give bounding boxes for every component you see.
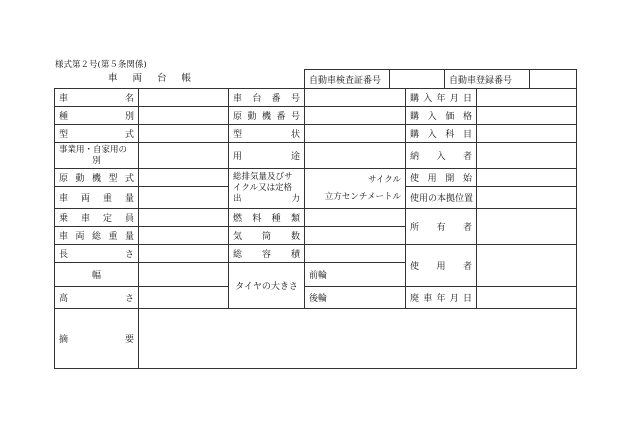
front-wheel-label: 前輪 — [309, 271, 328, 281]
total-volume-value[interactable] — [305, 245, 406, 263]
displacement-label-line1: 総排気量及びサ — [233, 172, 293, 182]
rear-wheel-label: 後輪 — [309, 294, 328, 304]
registration-number-table — [304, 69, 577, 89]
scrap-date-value[interactable] — [477, 287, 577, 309]
remarks-label: 摘 要 — [55, 309, 139, 369]
payer-value[interactable] — [477, 143, 577, 169]
gross-weight-label: 車 両 総 重 量 — [55, 227, 139, 245]
business-private-label-line2: 別 — [92, 155, 101, 166]
height-value[interactable] — [139, 287, 229, 309]
scrap-date-label: 廃 車 年 月 日 — [406, 287, 477, 309]
purchase-date-value[interactable] — [477, 89, 577, 107]
business-private-label — [55, 143, 139, 169]
model-label: 型 式 — [55, 125, 139, 143]
purchase-account-label: 購 入 科 目 — [406, 125, 477, 143]
cc-unit: 立方センチメートル — [324, 191, 401, 202]
displacement-label — [229, 169, 305, 209]
vehicle-name-label: 車 名 — [55, 89, 139, 107]
cylinders-value[interactable] — [305, 227, 406, 245]
tire-size-label: タイヤの大きさ — [229, 263, 305, 309]
gross-weight-value[interactable] — [139, 227, 229, 245]
length-value[interactable] — [139, 245, 229, 263]
business-private-label-line1: 事業用・自家用の — [59, 144, 128, 155]
engine-number-label: 原 動 機 番 号 — [229, 107, 305, 125]
registration-number-value[interactable] — [530, 70, 577, 89]
inspection-cert-value[interactable] — [390, 70, 445, 89]
type-label: 種 別 — [55, 107, 139, 125]
length-label: 長 さ — [55, 245, 139, 263]
vehicle-name-value[interactable] — [139, 89, 229, 107]
cylinders-label: 気 筒 数 — [229, 227, 305, 245]
start-of-use-label: 使 用 開 始 — [406, 169, 477, 187]
chassis-number-value[interactable] — [305, 89, 406, 107]
displacement-label-line3: 出 力 — [233, 194, 300, 204]
type-value[interactable] — [139, 107, 229, 125]
base-location-label: 使用の本拠位置 — [406, 187, 477, 209]
vehicle-weight-label: 車 両 重 量 — [55, 187, 139, 209]
purchase-account-value[interactable] — [477, 125, 577, 143]
engine-model-label: 原 動 機 型 式 — [55, 169, 139, 187]
engine-model-value[interactable] — [139, 169, 229, 187]
displacement-label-line2: イクル又は定格 — [233, 183, 293, 193]
width-label: 幅 — [55, 263, 139, 287]
fuel-type-label: 燃 料 種 類 — [229, 209, 305, 227]
remarks-value[interactable] — [139, 309, 577, 369]
engine-number-value[interactable] — [305, 107, 406, 125]
capacity-value[interactable] — [139, 209, 229, 227]
form-number: 様式第２号(第５条関係) — [55, 60, 147, 70]
start-of-use-value[interactable] — [477, 169, 577, 187]
vehicle-ledger-table — [54, 88, 577, 369]
usage-label: 用 途 — [229, 143, 305, 169]
business-private-value[interactable] — [139, 143, 229, 169]
usage-value[interactable] — [305, 143, 406, 169]
page-title: 車 両 台 帳 — [107, 73, 198, 84]
inspection-cert-label: 自動車検査証番号 — [305, 70, 390, 89]
vehicle-weight-value[interactable] — [139, 187, 229, 209]
displacement-value[interactable] — [305, 169, 406, 209]
front-wheel-cell[interactable] — [305, 263, 406, 287]
model-value[interactable] — [139, 125, 229, 143]
shape-label: 型 状 — [229, 125, 305, 143]
width-value[interactable] — [139, 263, 229, 287]
user-label: 使 用 者 — [406, 245, 477, 287]
capacity-label: 乗 車 定 員 — [55, 209, 139, 227]
payer-label: 納 入 者 — [406, 143, 477, 169]
user-value[interactable] — [477, 245, 577, 287]
base-location-value[interactable] — [477, 187, 577, 209]
cycle-unit: サイクル — [368, 174, 401, 185]
purchase-price-label: 購 入 価 格 — [406, 107, 477, 125]
shape-value[interactable] — [305, 125, 406, 143]
rear-wheel-cell[interactable] — [305, 287, 406, 309]
chassis-number-label: 車 台 番 号 — [229, 89, 305, 107]
fuel-type-value[interactable] — [305, 209, 406, 227]
purchase-date-label: 購 入 年 月 日 — [406, 89, 477, 107]
height-label: 高 さ — [55, 287, 139, 309]
purchase-price-value[interactable] — [477, 107, 577, 125]
owner-label: 所 有 者 — [406, 209, 477, 245]
owner-value[interactable] — [477, 209, 577, 245]
total-volume-label: 総 容 積 — [229, 245, 305, 263]
registration-number-label: 自動車登録番号 — [445, 70, 530, 89]
